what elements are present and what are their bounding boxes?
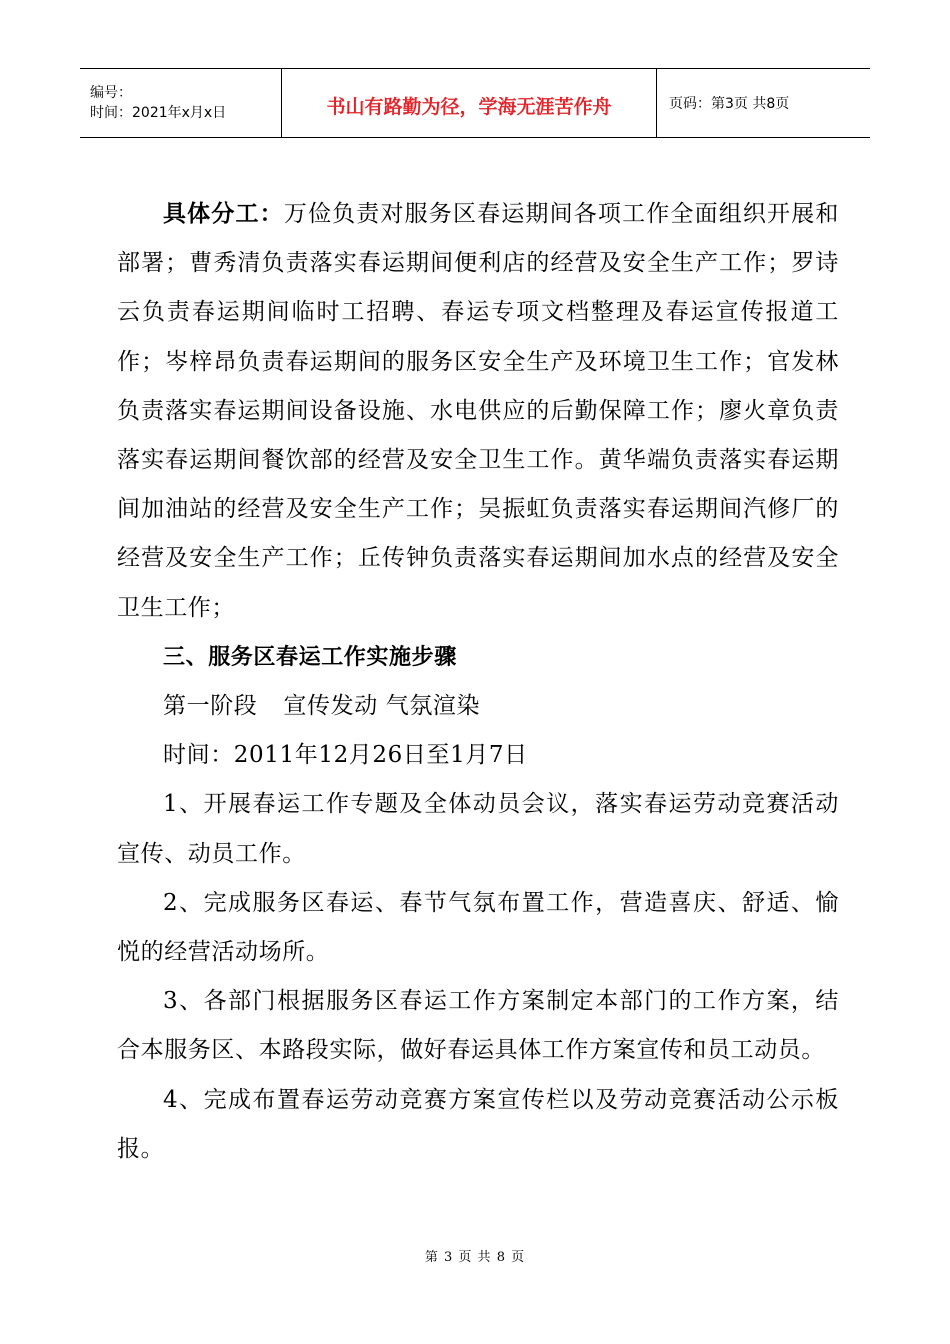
document-body [117, 189, 839, 1174]
stage-line [117, 682, 839, 731]
list-item-3: 3、各部门根据服务区春运工作方案制定本部门的工作方案，结合本服务区、本路段实际，做好春运具体工作方案宣传和员工动员。 [117, 988, 839, 1064]
section-heading: 三、服务区春运工作实施步骤 [163, 644, 457, 670]
stage-time: 时间：2011年12月26日至1月7日 [163, 742, 528, 769]
stage-theme: 宣传发动 气氛渲染 [283, 693, 481, 720]
division-lead: 具体分工： [163, 200, 284, 227]
footer-page-indicator: 第 3 页 共 8 页 [424, 1250, 526, 1265]
division-paragraph [117, 189, 839, 633]
document-header [80, 68, 870, 138]
motto-text: 书山有路勤为径，学海无涯苦作舟 [326, 95, 612, 118]
page-label: 页码：第3页 共8页 [669, 96, 790, 112]
list-item-1: 1、开展春运工作专题及全体动员会议，落实春运劳动竞赛活动宣传、动员工作。 [117, 791, 839, 867]
header-motto [282, 69, 657, 137]
header-meta [80, 69, 282, 137]
division-text: 万俭负责对服务区春运期间各项工作全面组织开展和部署；曹秀清负责落实春运期间便利店的经营及安全生产工作；罗诗云负责春运期间临时工招聘、春运专项文档整理及春运宣传报道工作；岑梓昂负责春运期间的服务区安全生产及环境卫生工作；官发林负责落实春运期间设备设施、水电供应的后勤保障工作；廖火章负责落实春运期间餐饮部的经营及安全卫生工作。黄华端负责落实春运期间加油站的经营及安全生产工作；吴振虹负责落实春运期间汽修厂的经营及安全生产工作；丘传钟负责落实春运期间加水点的经营及安全卫生工作； [117, 201, 839, 621]
list-item-2: 2、完成服务区春运、春节气氛布置工作，营造喜庆、舒适、愉悦的经营活动场所。 [117, 889, 839, 966]
stage-name: 第一阶段 [163, 693, 258, 720]
page-footer [0, 1246, 950, 1265]
header-page [657, 69, 870, 137]
list-item-4: 4、完成布置春运劳动竞赛方案宣传栏以及劳动竞赛活动公示板报。 [117, 1086, 839, 1162]
doc-number-label: 编号： [90, 85, 132, 101]
doc-time-label: 时间：2021年x月x日 [90, 105, 227, 121]
